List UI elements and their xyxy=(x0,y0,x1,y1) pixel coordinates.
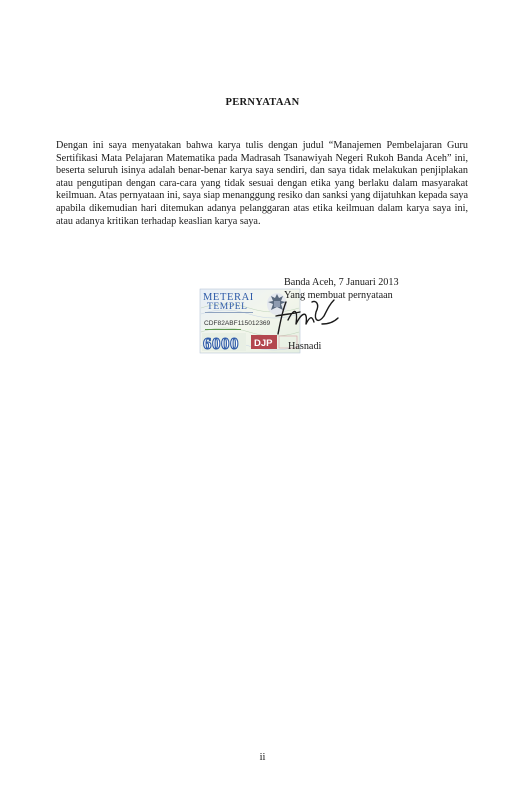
signatory-role: Yang membuat pernyataan xyxy=(284,289,393,301)
stamp-label-tempel: TEMPEL xyxy=(207,302,248,312)
stamp-value: 6000 xyxy=(203,334,239,353)
stamp-serial: CDF82ABF115012369 xyxy=(204,320,271,327)
page-number: ii xyxy=(259,752,266,763)
place-and-date: Banda Aceh, 7 Januari 2013 xyxy=(284,277,399,288)
stamp-issuer: DJP xyxy=(254,338,273,349)
signatory-name: Hasnadi xyxy=(288,341,322,352)
stamp-label-meterai: METERAI xyxy=(203,292,254,303)
statement-paragraph: Dengan ini saya menyatakan bahwa karya tulis dengan judul “Manajemen Pembelajaran Guru Sertifikasi Mata Pelajaran Matematika pada Madrasah Tsanawiyah Negeri Rukoh Banda Aceh” ini, beserta seluruh isinya adalah benar-benar karya saya sendiri, dan saya tidak melakukan penjiplakan atau pengutipan dengan cara-cara yang tidak sesuai dengan etika yang berlaku dalam masyarakat keilmuan. Atas pernyataan ini, saya siap menanggung resiko dan sanksi yang dijatuhkan kepada saya apabila dikemudian hari ditemukan adanya pelanggaran atas etika keilmuan dalam karya saya ini, atau adanya kritikan terhadap keaslian karya saya. xyxy=(56,140,468,227)
page-title: PERNYATAAN xyxy=(225,97,300,108)
